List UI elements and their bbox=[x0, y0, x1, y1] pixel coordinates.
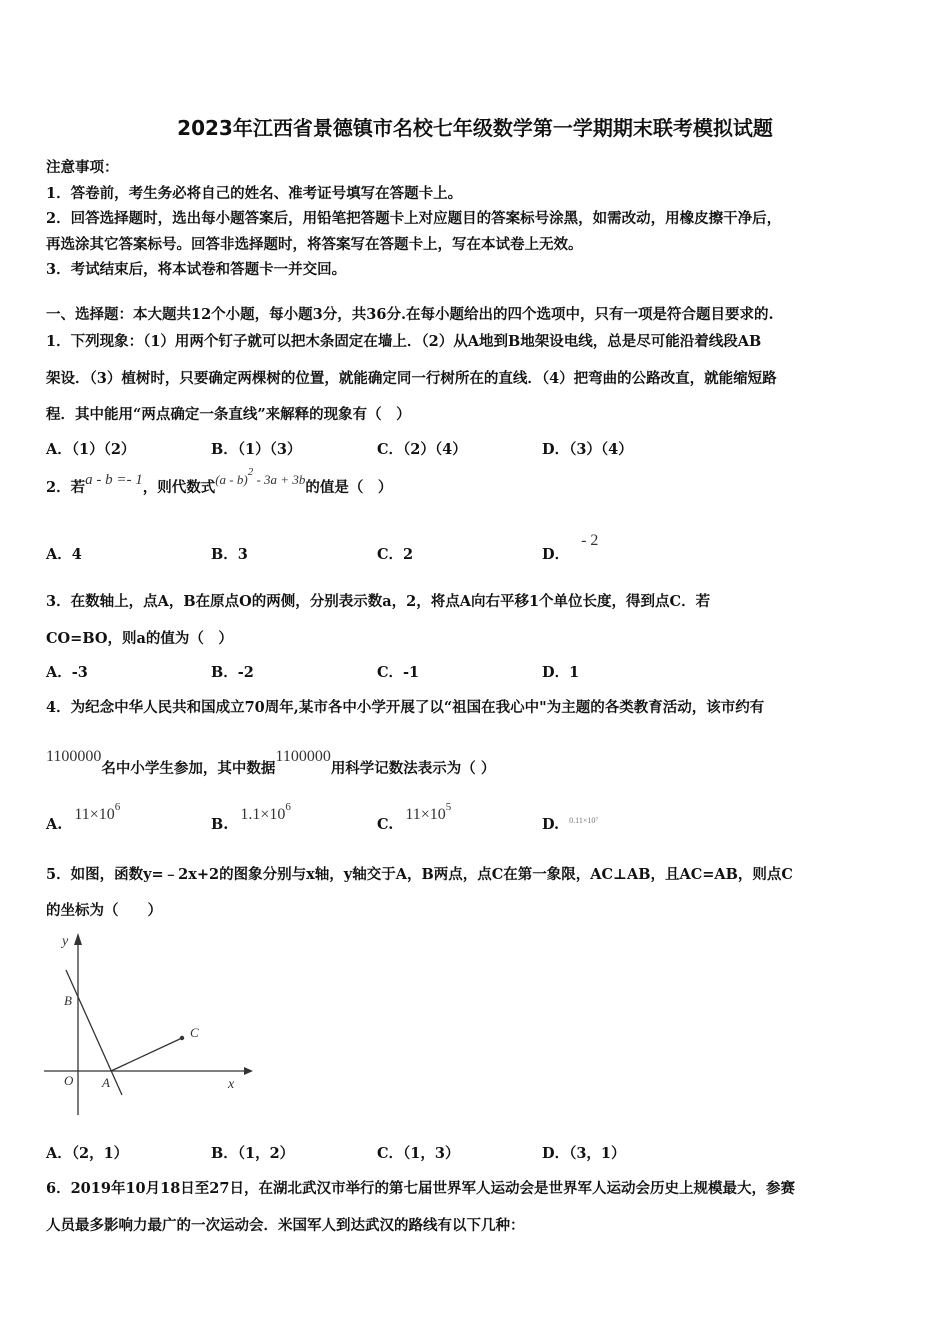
q2-condition: a - b =- 1 bbox=[85, 472, 143, 488]
y-label: y bbox=[62, 934, 69, 949]
notice-item-1: 1．答卷前，考生务必将自己的姓名、准考证号填写在答题卡上。 bbox=[46, 185, 463, 202]
q5-line1: 5．如图，函数y=﹣2x+2的图象分别与x轴，y轴交于A，B两点，点C在第一象限，AC⊥AB，且AC=AB，则点C bbox=[46, 866, 793, 883]
q4-number-2: 1100000 bbox=[275, 748, 331, 765]
q3-option-d[interactable]: D．1 bbox=[542, 664, 580, 681]
q4-option-d-value: 0.11×10⁷ bbox=[569, 816, 599, 825]
q5-option-c[interactable]: C．（1，3） bbox=[377, 1145, 460, 1162]
point-c-label: C bbox=[190, 1025, 199, 1040]
q1-line2: 架设．（3）植树时，只要确定两棵树的位置，就能确定同一行树所在的直线．（4）把弯曲的公路改直，就能缩短路 bbox=[46, 370, 777, 387]
notice-item-2a: 2．回答选择题时，选出每小题答案后，用铅笔把答题卡上对应题目的答案标号涂黑，如需改动，用橡皮擦干净后， bbox=[46, 210, 782, 227]
q2-option-d-value: - 2 bbox=[581, 532, 599, 549]
y-axis-arrow-icon bbox=[74, 933, 82, 945]
q3-line1: 3．在数轴上，点A，B在原点O的两侧，分别表示数a，2，将点A向右平移1个单位长度，得到点C．若 bbox=[46, 593, 711, 610]
q6-line1: 6．2019年10月18日至27日，在湖北武汉市举行的第七届世界军人运动会是世界军人运动会历史上规模最大，参赛 bbox=[46, 1180, 795, 1197]
page-title: 2023年江西省景德镇市名校七年级数学第一学期期末联考模拟试题 bbox=[177, 116, 773, 140]
q2-option-d[interactable]: D．- 2 bbox=[542, 532, 599, 563]
q2-stem bbox=[46, 466, 393, 497]
q3-option-b[interactable]: B．-2 bbox=[211, 664, 254, 681]
point-a-label: A bbox=[102, 1075, 110, 1090]
q5-option-a[interactable]: A．（2，1） bbox=[46, 1145, 129, 1162]
section-heading: 一、选择题：本大题共12个小题，每小题3分，共36分.在每小题给出的四个选项中，只有一项是符合题目要求的. bbox=[46, 306, 774, 323]
q3-line2: CO=BO，则a的值为（ ） bbox=[46, 630, 233, 647]
q6-line2: 人员最多影响力最广的一次运动会．米国军人到达武汉的路线有以下几种： bbox=[46, 1217, 525, 1234]
q5-line2: 的坐标为（ ） bbox=[46, 902, 162, 919]
q2-option-c[interactable]: C．2 bbox=[377, 546, 414, 563]
notice-heading: 注意事项： bbox=[46, 159, 119, 176]
q2-suffix: 的值是（ ） bbox=[305, 479, 393, 496]
q1-option-c[interactable]: C．（2）（4） bbox=[377, 441, 467, 458]
origin-label: O bbox=[64, 1073, 74, 1088]
q5-option-d[interactable]: D．（3，1） bbox=[542, 1145, 626, 1162]
point-c bbox=[180, 1036, 184, 1040]
notice-item-2b: 再选涂其它答案标号。回答非选择题时，将答案写在答题卡上，写在本试卷上无效。 bbox=[46, 236, 583, 253]
q4-option-d[interactable]: D. $^{0.11\times 10^7}$ bbox=[542, 816, 599, 833]
q3-option-c[interactable]: C．-1 bbox=[377, 664, 420, 681]
point-b-label: B bbox=[64, 993, 72, 1008]
q4-option-b[interactable]: $B.1.1\times 10^6$ bbox=[211, 801, 291, 833]
segment-ac bbox=[111, 1038, 182, 1071]
line-ab bbox=[66, 970, 122, 1095]
q4-line2: 1100000名中小学生参加，其中数据1100000用科学记数法表示为（ ） bbox=[46, 748, 496, 777]
q2-prefix: 2．若 bbox=[46, 479, 86, 496]
q1-option-d[interactable]: D．（3）（4） bbox=[542, 441, 633, 458]
notice-item-3: 3．考试结束后，将本试卷和答题卡一并交回。 bbox=[46, 261, 347, 278]
q1-option-a[interactable]: A．（1）（2） bbox=[46, 441, 136, 458]
q4-number-1: 1100000 bbox=[46, 748, 102, 765]
q2-mid: ，则代数式 bbox=[142, 479, 216, 496]
q2-option-b[interactable]: B．3 bbox=[211, 546, 248, 563]
q2-expression: (a - b)$^2$ - 3a + 3b bbox=[215, 466, 306, 487]
q1-option-b[interactable]: B．（1）（3） bbox=[211, 441, 302, 458]
q5-figure bbox=[44, 925, 254, 1120]
x-axis-arrow-icon bbox=[244, 1067, 253, 1075]
q4-option-c[interactable]: $C.11\times 10^5$ bbox=[377, 801, 452, 833]
q5-option-b[interactable]: B．（1，2） bbox=[211, 1145, 295, 1162]
q1-line1: 1．下列现象：（1）用两个钉子就可以把木条固定在墙上．（2）从A地到B地架设电线，总是尽可能沿着线段AB bbox=[46, 333, 762, 350]
q4-line1: 4．为纪念中华人民共和国成立70周年,某市各中小学开展了以“祖国在我心中"为主题的各类教育活动，该市约有 bbox=[46, 699, 765, 716]
q1-line3: 程．其中能用“两点确定一条直线”来解释的现象有（ ） bbox=[46, 406, 411, 423]
x-label: x bbox=[228, 1077, 235, 1092]
q2-option-a[interactable]: A．4 bbox=[46, 546, 82, 563]
q4-option-a[interactable]: $A.11\times 10^6$ bbox=[46, 801, 121, 833]
q3-option-a[interactable]: A．-3 bbox=[46, 664, 88, 681]
